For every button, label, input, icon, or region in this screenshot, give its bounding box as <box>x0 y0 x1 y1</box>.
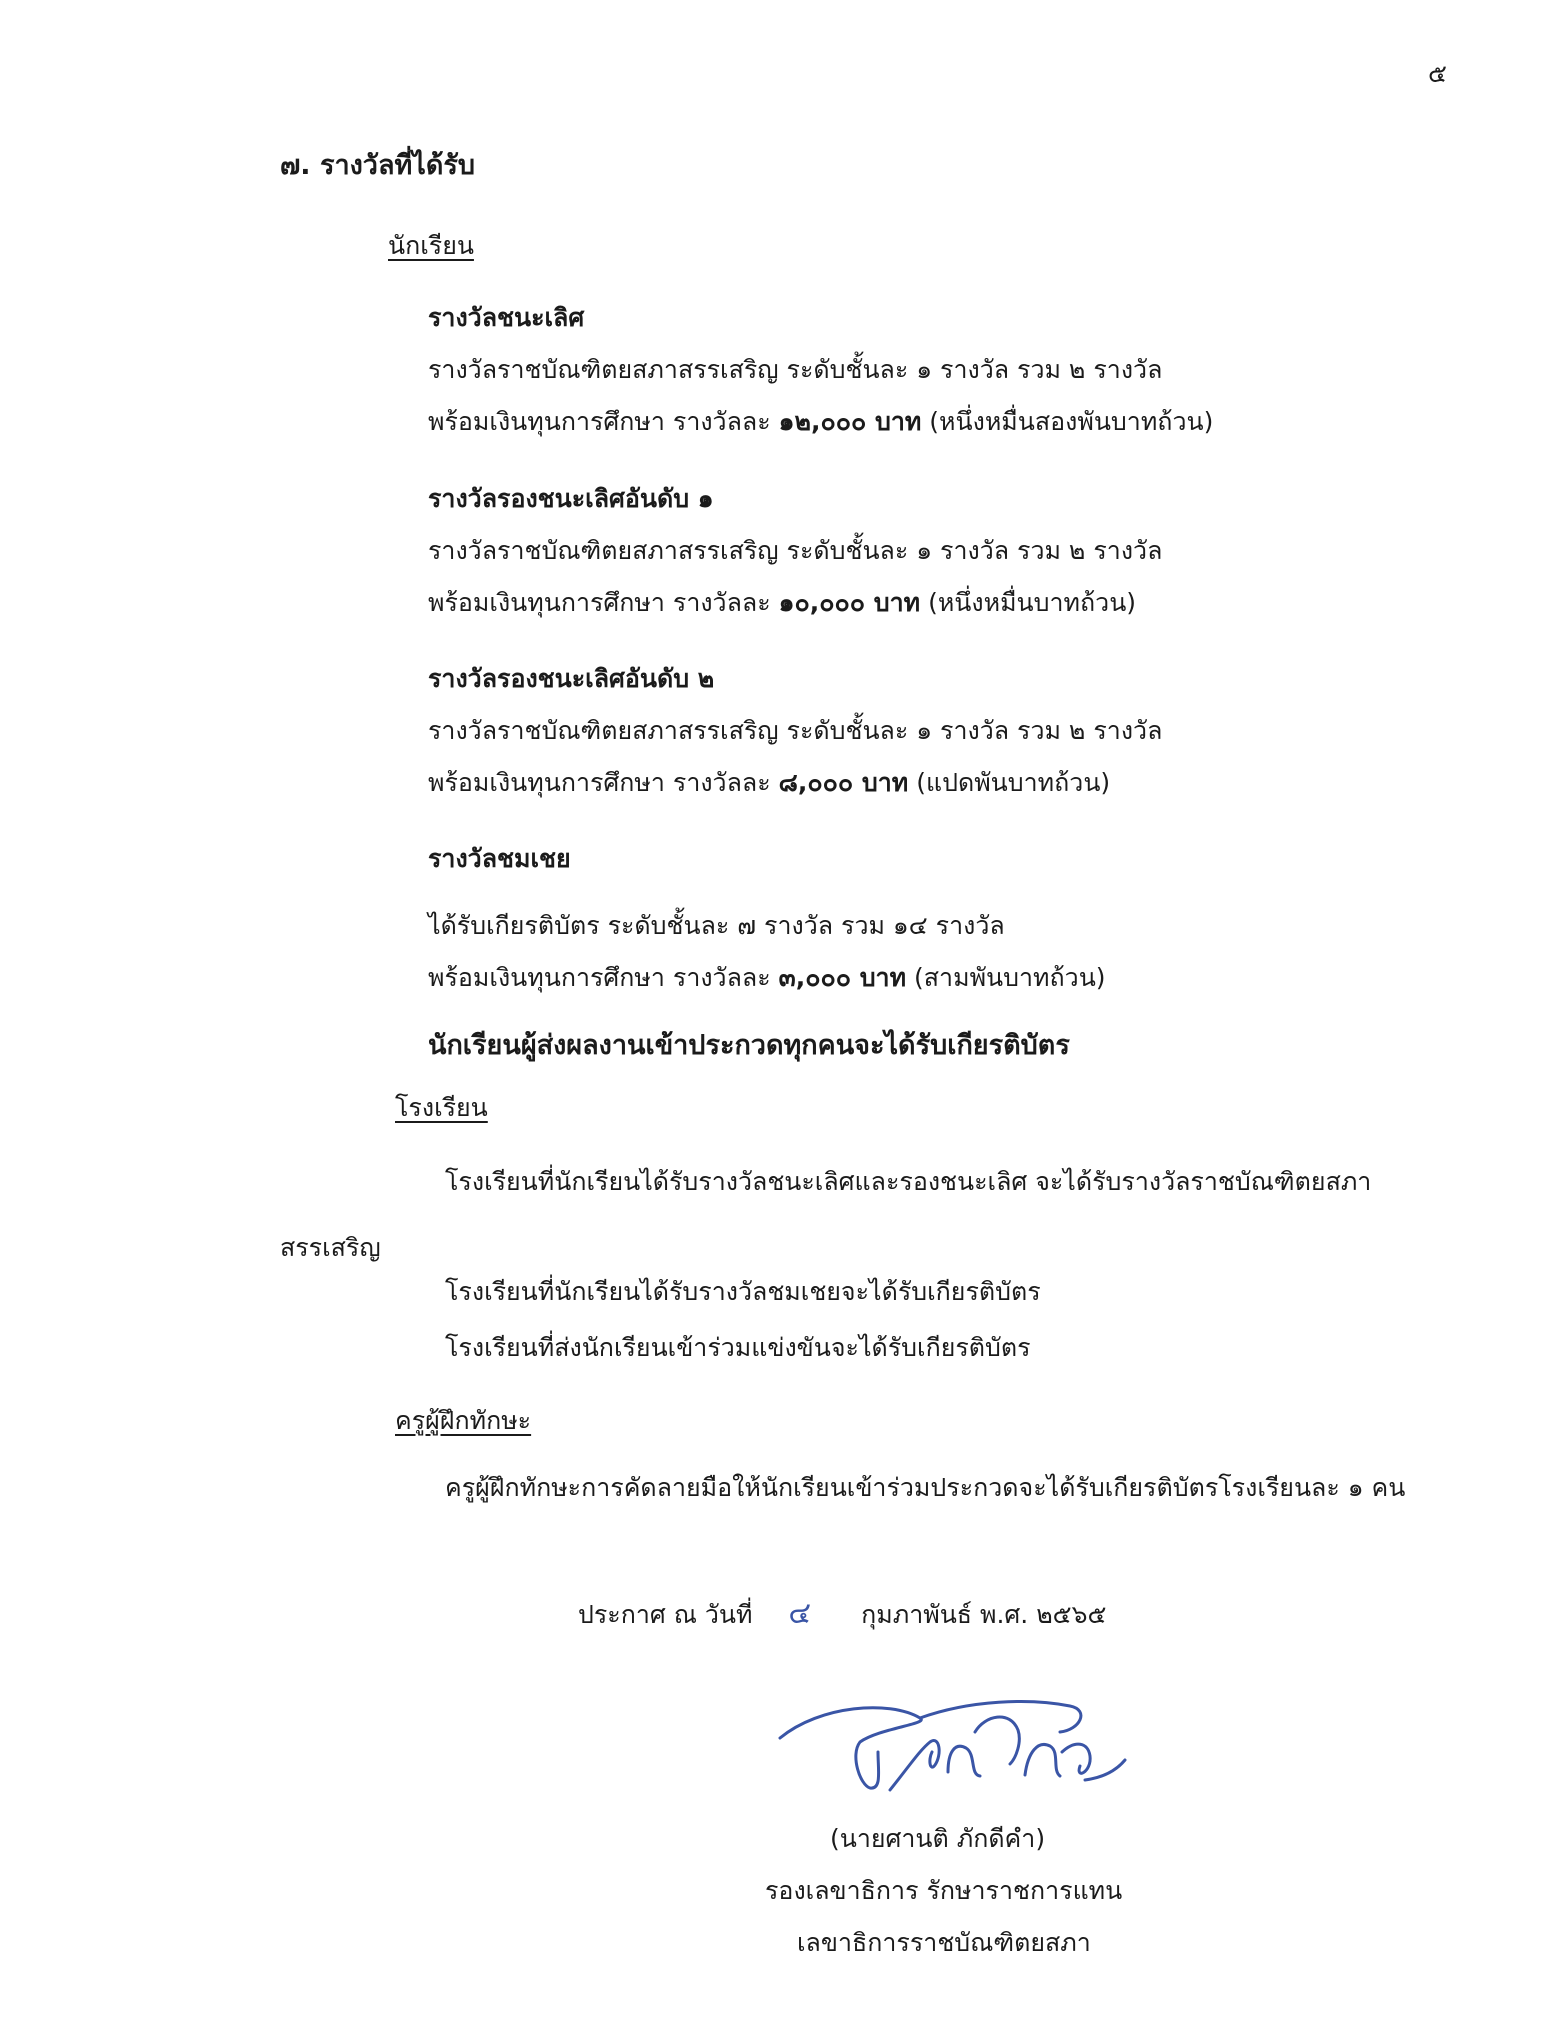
award-amount: ๘,๐๐๐ บาท <box>778 768 909 797</box>
award-line-suffix: (สามพันบาทถ้วน) <box>906 963 1106 992</box>
announcement-day: ๔ <box>788 1596 812 1631</box>
award-title: รางวัลรองชนะเลิศอันดับ ๒ <box>428 664 715 693</box>
award-line-prefix: พร้อมเงินทุนการศึกษา รางวัลละ <box>428 768 779 797</box>
award-title: รางวัลชนะเลิศ <box>428 303 585 332</box>
award-line-prefix: พร้อมเงินทุนการศึกษา รางวัลละ <box>428 588 779 617</box>
award-line: รางวัลราชบัณฑิตยสภาสรรเสริญ ระดับชั้นละ ๑ รางวัล รวม ๒ รางวัล <box>428 355 1163 384</box>
award-line-suffix: (แปดพันบาทถ้วน) <box>908 768 1111 797</box>
award-line: รางวัลราชบัณฑิตยสภาสรรเสริญ ระดับชั้นละ ๑ รางวัล รวม ๒ รางวัล <box>428 536 1163 565</box>
award-line <box>428 767 1110 799</box>
award-title: รางวัลชมเชย <box>428 844 571 873</box>
award-amount: ๑๐,๐๐๐ บาท <box>778 588 921 617</box>
teachers-heading: ครูผู้ฝึกทักษะ <box>395 1406 532 1435</box>
announcement-date <box>578 1598 1106 1631</box>
schools-line: โรงเรียนที่นักเรียนได้รับรางวัลชมเชยจะได้รับเกียรติบัตร <box>445 1277 1041 1306</box>
award-title: รางวัลรองชนะเลิศอันดับ ๑ <box>428 484 714 513</box>
signatory-name: (นายศานติ ภักดีคำ) <box>830 1824 1046 1853</box>
signatory-title: เลขาธิการราชบัณฑิตยสภา <box>797 1928 1091 1957</box>
announcement-prefix: ประกาศ ณ วันที่ <box>578 1600 753 1629</box>
award-line-prefix: พร้อมเงินทุนการศึกษา รางวัลละ <box>428 407 779 436</box>
award-line <box>428 587 1136 619</box>
signature <box>770 1680 1140 1810</box>
award-line-suffix: (หนึ่งหมื่นสองพันบาทถ้วน) <box>921 407 1214 436</box>
participants-note: นักเรียนผู้ส่งผลงานเข้าประกวดทุกคนจะได้รับเกียรติบัตร <box>428 1030 1070 1061</box>
award-line-prefix: พร้อมเงินทุนการศึกษา รางวัลละ <box>428 963 779 992</box>
award-line: รางวัลราชบัณฑิตยสภาสรรเสริญ ระดับชั้นละ ๑ รางวัล รวม ๒ รางวัล <box>428 716 1163 745</box>
schools-heading: โรงเรียน <box>395 1093 488 1122</box>
award-line: ได้รับเกียรติบัตร ระดับชั้นละ ๗ รางวัล รวม ๑๔ รางวัล <box>428 911 1005 940</box>
award-amount: ๓,๐๐๐ บาท <box>778 963 907 992</box>
teachers-line: ครูผู้ฝึกทักษะการคัดลายมือให้นักเรียนเข้าร่วมประกวดจะได้รับเกียรติบัตรโรงเรียนละ ๑ คน <box>445 1473 1406 1502</box>
award-line <box>428 406 1213 438</box>
award-line-suffix: (หนึ่งหมื่นบาทถ้วน) <box>920 588 1137 617</box>
section-title: ๗. รางวัลที่ได้รับ <box>280 150 476 181</box>
schools-line: สรรเสริญ <box>280 1233 381 1262</box>
award-amount: ๑๒,๐๐๐ บาท <box>778 407 922 436</box>
page-number: ๕ <box>1428 59 1447 88</box>
award-line <box>428 962 1106 994</box>
students-heading: นักเรียน <box>388 231 474 260</box>
schools-line: โรงเรียนที่ส่งนักเรียนเข้าร่วมแข่งขันจะได้รับเกียรติบัตร <box>445 1333 1031 1362</box>
signatory-title: รองเลขาธิการ รักษาราชการแทน <box>765 1876 1123 1905</box>
announcement-month-year: กุมภาพันธ์ พ.ศ. ๒๕๖๕ <box>861 1600 1107 1629</box>
schools-line: โรงเรียนที่นักเรียนได้รับรางวัลชนะเลิศและรองชนะเลิศ จะได้รับรางวัลราชบัณฑิตยสภา <box>445 1167 1372 1196</box>
